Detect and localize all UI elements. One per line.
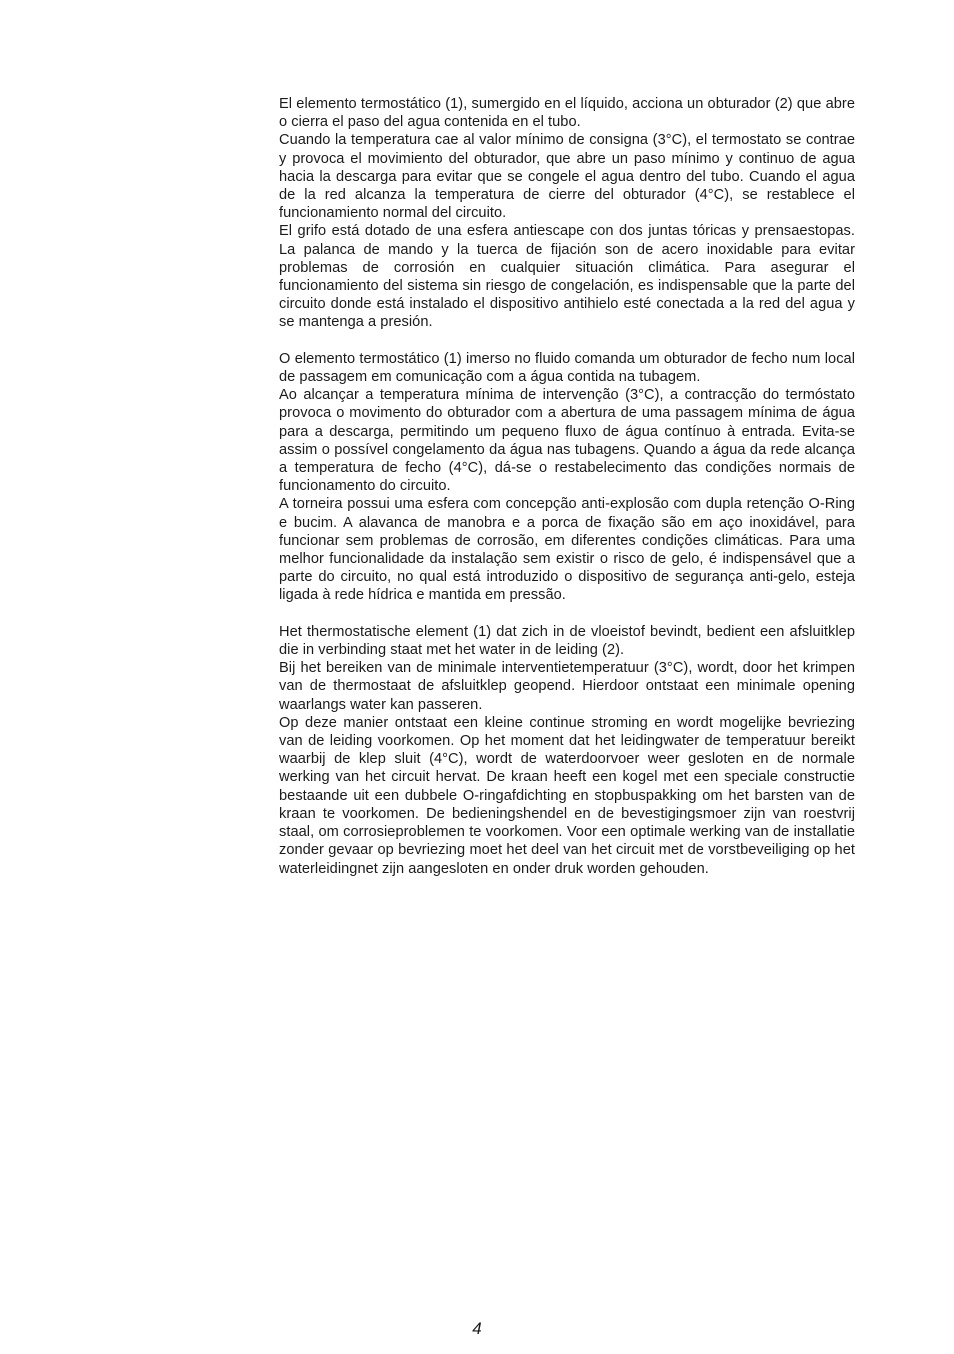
page-number: 4: [472, 1319, 482, 1338]
section-portuguese: [279, 350, 855, 605]
paragraph: A torneira possui uma esfera com concepção anti-explosão com dupla retenção O-Ring e bucim. A alavanca de manobra e a porca de fixação são em aço inoxidável, para funcionar sem problemas de corrosão, em diferentes condições climáticas. Para uma melhor funcionalidade da instalação sem existir o risco de gelo, é indispensável que a parte do circuito, no qual está introduzido o dispositivo de segurança anti-gelo, esteja ligada à rede hídrica e mantida em pressão.: [279, 496, 855, 604]
paragraph: Ao alcançar a temperatura mínima de intervenção (3°C), a contracção do termóstato provoca o movimento do obturador com a abertura de uma passagem mínima de água para a descarga, permitindo um pequeno fluxo de água contínuo à entrada. Evita-se assim o possível congelamento da água nas tubagens. Quando a água da rede alcança a temperatura de fecho (4°C), dá-se o restabelecimento das condições normais de funcionamento do circuito.: [279, 387, 855, 495]
paragraph: Cuando la temperatura cae al valor mínimo de consigna (3°C), el termostato se contrae y provoca el movimiento del obturador, que abre un paso mínimo y continuo de agua hacia la descarga para evitar que se congele el agua dentro del tubo. Cuando el agua de la red alcanza la temperatura de cierre del obturador (4°C), se restablece el funcionamiento normal del circuito.: [279, 132, 855, 222]
paragraph: Op deze manier ontstaat een kleine continue stroming en wordt mogelijke bevriezing van de leiding voorkomen. Op het moment dat het leidingwater de temperatuur bereikt waarbij de klep sluit (4°C), wordt de waterdoorvoer weer gesloten en de normale werking van het circuit hervat. De kraan heeft een kogel met een speciale constructie bestaande uit een dubbele O-ringafdichting en stopbuspakking om het barsten van de kraan te voorkomen. De bedieningshendel en de bevestigingsmoer zijn van roestvrij staal, om corrosieproblemen te voorkomen. Voor een optimale werking van de installatie zonder gevaar op bevriezing moet het deel van het circuit met de vorstbeveiliging op het waterleidingnet zijn aangesloten en onder druk worden gehouden.: [279, 714, 855, 877]
text-column: [279, 95, 855, 896]
paragraph: El elemento termostático (1), sumergido en el líquido, acciona un obturador (2) que abre o cierra el paso del agua contenida en el tubo.: [279, 96, 855, 131]
paragraph: O elemento termostático (1) imerso no fluido comanda um obturador de fecho num local de passagem em comunicação com a água contida na tubagem.: [279, 350, 855, 386]
paragraph: Het thermostatische element (1) dat zich in de vloeistof bevindt, bedient een afsluitklep die in verbinding staat met het water in de leiding (2).: [279, 623, 855, 659]
section-spanish: [279, 95, 855, 332]
paragraph: El grifo está dotado de una esfera antiescape con dos juntas tóricas y prensaestopas. La palanca de mando y la tuerca de fijación son de acero inoxidable para evitar problemas de corrosión en cualquier situación climática. Para asegurar el funcionamiento del sistema sin riesgo de congelación, es indispensable que la parte del circuito donde está instalado el dispositivo antihielo esté conectada a la red del agua y se mantenga a presión.: [279, 223, 855, 331]
paragraph: Bij het bereiken van de minimale interventietemperatuur (3°C), wordt, door het krimpen van de thermostaat de afsluitklep geopend. Hierdoor ontstaat een minimale opening waarlangs water kan passeren.: [279, 660, 855, 713]
section-dutch: [279, 623, 855, 878]
